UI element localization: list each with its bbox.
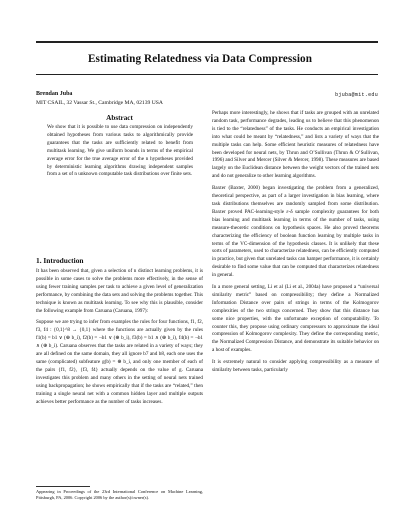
section-heading-introduction: 1. Introduction	[36, 256, 84, 265]
left-column-body	[36, 268, 203, 406]
intro-paragraph-1: It has been observed that, given a selection of n distinct learning problems, it is possible in some cases to solve the problems more effectively, in the sense of using fewer training samples per task to achieve a given level of generalization performance, by combining the data sets and solving the problems together. This technique is known as multitask learning. To see why this is plausible, consider the following example from Caruana (Caruana, 1997):	[36, 268, 203, 314]
title-rule-top	[36, 41, 378, 43]
title-rule-bottom	[36, 74, 378, 75]
right-paragraph-4: It is extremely natural to consider applying compressibility as a measure of similarity between tasks, particularly	[212, 359, 379, 374]
abstract-heading: Abstract	[106, 114, 133, 122]
author-email: bjuba@mit.edu	[335, 92, 378, 98]
footnote-rule	[36, 486, 90, 487]
abstract-text: We show that it is possible to use data compression on independently obtained hypotheses from various tasks to algorithmically provide guarantees that the tasks are sufficiently related to benefit from multitask learning. We give uniform bounds in terms of the empirical average error for the true average error of the n hypotheses provided by deterministic learning algorithms drawing independent samples from a set of n unknown computable task distributions over finite sets.	[47, 124, 193, 178]
right-column-body	[212, 110, 379, 375]
right-paragraph-2: Baxter (Baxter, 2000) began investigating the problem from a generalized, theoretical perspective, as part of a larger investigation in bias learning, where task distributions themselves are randomly sampled from some distribution. Baxter proved PAC-learning-style ε-δ sample complexity guarantees for both bias learning and multitask learning in terms of the number of tasks, using measure-theoretic conditions on hypothesis spaces. He also proved theorems characterizing the efficiency of boolean function learning by multiple tasks in terms of the VC-dimension of the hypothesis classes. It is unlikely that these sorts of parameters, used to characterize relatedness, can be efficiently computed in practice, but given that unrelated tasks can hamper performance, it is certainly desirable to find some value that can be computed that characterizes relatedness in general.	[212, 185, 379, 279]
right-paragraph-3: In a more general setting, Li et al (Li et al., 2004a) have proposed a “universal similarity metric” based on compressibility; they define a Normalized Information Distance over pairs of strings in terms of the Kolmogorov complexities of the two strings concerned. They show that this distance has some nice properties, with the unfortunate exception of computability. To counter this, they propose using ordinary compressors to approximate the ideal compression of Kolmogorov complexity. They define the corresponding metric, the Normalized Compression Distance, and demonstrate its suitable behavior on a host of examples.	[212, 284, 379, 354]
footnote: Appearing in Proceedings of the 23rd International Conference on Machine Learning, Pittsburgh, PA, 2006. Copyright 2006 by the author(s)/owner(s).	[36, 489, 203, 501]
paper-title: Estimating Relatedness via Data Compression	[87, 53, 313, 65]
author-affiliation: MIT CSAIL, 32 Vassar St., Cambridge MA, 02139 USA	[36, 100, 163, 106]
abstract-body	[47, 124, 193, 179]
right-paragraph-1: Perhaps more interestingly, he shows that if tasks are grouped with an unrelated random task, performance degrades, leading us to believe that this phenomenon is tied to the “relatedness” of the tasks. He conducts an empirical investigation into what could be meant by “relatedness,” and lists a variety of ways that the multiple tasks can help. Some efficient heuristic measures of relatedness have been developed for neural nets, by Thrun and O’Sullivan (Thrun & O’Sullivan, 1996) and Silver and Mercer (Silver & Mercer, 1998). These measures are based largely on the Euclidean distance between the weight vectors of the trained nets and do not generalize to other learning algorithms.	[212, 110, 379, 180]
intro-paragraph-2: Suppose we are trying to infer from examples the rules for four functions, f1, f2, f3, f4 : {0,1}^8 → {0,1} where the functions are actually given by the rules f1(b) = b1 ∨ (⊕ b_i), f2(b) = ¬b1 ∨ (⊕ b_i), f3(b) = b1 ∧ (⊕ b_i), f4(b) = ¬b1 ∧ (⊕ b_i). Caruana observes that the tasks are related in a variety of ways; they are all defined on the same domain, they all ignore b7 and b8, each one uses the same (complicated) subfeature g(b) = ⊕ b_i, and only one member of each of the pairs {f1, f2}, {f3, f4} actually depends on the value of g. Caruana investigates this problem and many others in the setting of neural nets trained using backpropagation; he shows empirically that if the tasks are “related,” then training a single neural net with a common hidden layer and multiple outputs achieves better performance as the number of tasks increases.	[36, 319, 203, 405]
author-name: Brendan Juba	[36, 91, 73, 97]
